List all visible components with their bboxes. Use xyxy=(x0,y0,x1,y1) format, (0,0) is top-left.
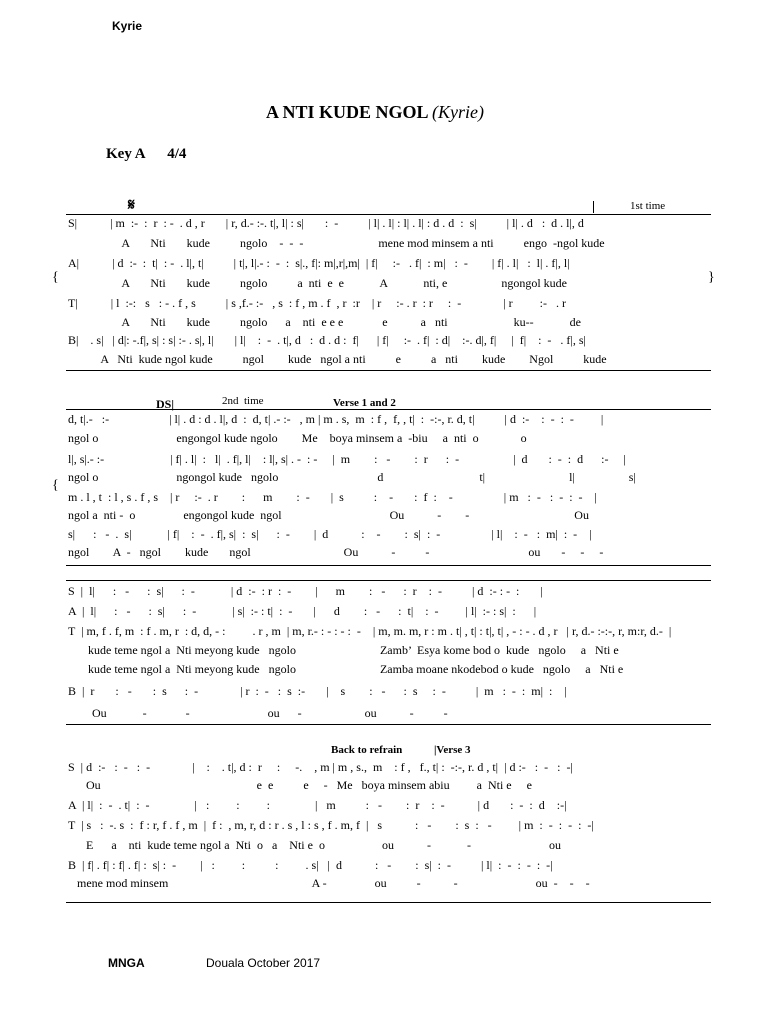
system-line-bottom xyxy=(66,902,711,903)
document-header-label: Kyrie xyxy=(112,19,143,33)
bass-notes: B | f| . f| : f| . f| : s| : - | : : : . s| | d : - : s| : - | l| : - : - : -| xyxy=(68,858,553,872)
footer-place-date: Douala October 2017 xyxy=(206,956,321,970)
verse-2-lyrics: kude teme ngol a Nti meyong kude ngolo Zamba moane nkodebod o kude ngolo a Nti e xyxy=(88,662,624,676)
alto-notes: A| | d :- : t| : - . l|, t| | t|, l|.- : - : s|., f|: m|,r|,m| | f| :- . f| : m| : - | f| . l| : l| . f|, l| xyxy=(68,256,570,270)
ds-marker: DS| xyxy=(156,397,174,411)
soprano-lyrics: A Nti kude ngolo - - - mene mod minsem a nti engo -ngol kude xyxy=(68,236,605,250)
bass-lyrics: A Nti kude ngol kude ngol kude ngol a nti e a nti kude Ngol kude xyxy=(68,352,607,366)
tenor-lyrics: E a nti kude teme ngol a Nti o a Nti e o ou - - ou xyxy=(68,838,561,852)
verse-3-marker: |Verse 3 xyxy=(434,744,471,756)
alto-notes: l|, s|.- :- | f| . l| : l| . f|, l| : l|, s| . - : - | m : - : r : - | d : - : d :- | xyxy=(68,452,626,466)
system-line-bottom xyxy=(66,370,711,371)
soprano-notes: d, t|.- :- | l| . d : d . l|, d : d, t| .- :- , m | m . s, m : f , f, , t| : -:-, r. d, t| | d :- : - : - | xyxy=(68,412,604,426)
title-main: A NTI KUDE NGOL xyxy=(266,102,428,122)
first-time-marker: 1st time xyxy=(630,200,666,212)
bar-line xyxy=(593,201,594,213)
bass-notes: B| . s| | d|: -.f|, s| : s| :- . s|, l| | l| : - . t|, d : d . d : f| | f| :- . f| : d| :-. d|, f| | f| : - . f|, s| xyxy=(68,333,586,347)
tenor-notes: T| | l :-: s : - . f , s | s ,f.- :- , s : f , m . f , r :r | r :- . r : r : - | r :- . r xyxy=(68,296,566,310)
verse-1-2-marker: Verse 1 and 2 xyxy=(333,397,396,409)
page-title xyxy=(266,102,484,123)
tenor-notes: m . l , t : l , s . f , s | r :- . r : m : - | s : - : f : - | m : - : - : - | xyxy=(68,490,597,504)
alto-notes: A | l| : - . t| : - | : : : | m : - : r : - | d : - : d :-| xyxy=(68,798,567,812)
system-brace-right: } xyxy=(708,270,715,285)
tenor-lyrics: ngol a nti - o engongol kude ngol Ou - - Ou xyxy=(68,508,589,522)
tenor-lyrics: A Nti kude ngolo a nti e e e e a nti ku-- de xyxy=(68,315,581,329)
soprano-lyrics: Ou e e e - Me boya minsem abiu a Nti e e xyxy=(68,778,532,792)
system-brace-left: { xyxy=(52,478,59,493)
key-signature: Key A 4/4 xyxy=(106,146,187,162)
soprano-notes: S| | m :- : r : - . d , r | r, d.- :-. t|, l| : s| : - | l| . l| : l| . l| : d . d : s| | l| . d : d . l|, d xyxy=(68,216,584,230)
bass-notes: s| : - . s| | f| : - . f|, s| : s| : - | d : - : s| : - | l| : - : m| : - | xyxy=(68,527,592,541)
tenor-notes: T | s : -. s : f : r, f . f , m | f : , m, r, d : r . s , l : s , f . m, f | s : - : s : - | m : - : - : -| xyxy=(68,818,594,832)
system-line-top xyxy=(66,580,711,581)
soprano-notes: S | d :- : - : - | : . t|, d : r : -. , m | m , s., m : f , f., t| : -:-, r. d , t| | d :- : - : -| xyxy=(68,760,573,774)
alto-lyrics: A Nti kude ngolo a nti e e A nti, e ngongol kude xyxy=(68,276,567,290)
title-subtitle: (Kyrie) xyxy=(432,102,485,122)
verse-1-lyrics: kude teme ngol a Nti meyong kude ngolo Zamb’ Esya kome bod o kude ngolo a Nti e xyxy=(88,643,619,657)
system-line-bottom xyxy=(66,724,711,725)
tenor-notes: T | m, f . f, m : f . m, r : d, d, - : . r , m | m, r.- : - : - : - | m, m. m, r : m . t| , t| : t|, t| , - : - . d , r | r, d.- :-:-, r, m:r, d.- | xyxy=(68,624,672,638)
system-brace-left: { xyxy=(52,270,59,285)
bass-lyrics: ngol A - ngol kude ngol Ou - - ou - - - xyxy=(68,545,604,559)
soprano-lyrics: ngol o engongol kude ngolo Me boya minsem a -biu a nti o o xyxy=(68,431,527,445)
alto-lyrics: ngol o ngongol kude ngolo d t| l| s| xyxy=(68,470,636,484)
soprano-notes: S | l| : - : s| : - | d :- : r : - | m : - : r : - | d :- : - : | xyxy=(68,584,543,598)
system-line-bottom xyxy=(66,565,711,566)
alto-notes: A | l| : - : s| : - | s| :- : t| : - | d : - : t| : - | l| :- : s| : | xyxy=(68,604,537,618)
footer-author: MNGA xyxy=(108,956,145,970)
back-to-refrain-marker: Back to refrain xyxy=(331,744,403,756)
system-line-top xyxy=(66,214,711,215)
system-line-top xyxy=(66,409,711,410)
bass-lyrics: Ou - - ou - ou - - xyxy=(68,706,556,720)
second-time-marker: 2nd time xyxy=(222,395,264,407)
segno-icon: 𝄋 xyxy=(128,197,135,214)
bass-lyrics: mene mod minsem A - ou - - ou - - - xyxy=(68,876,590,890)
bass-notes: B | r : - : s : - | r : - : s :- | s : - : s : - | m : - : m| : | xyxy=(68,684,567,698)
